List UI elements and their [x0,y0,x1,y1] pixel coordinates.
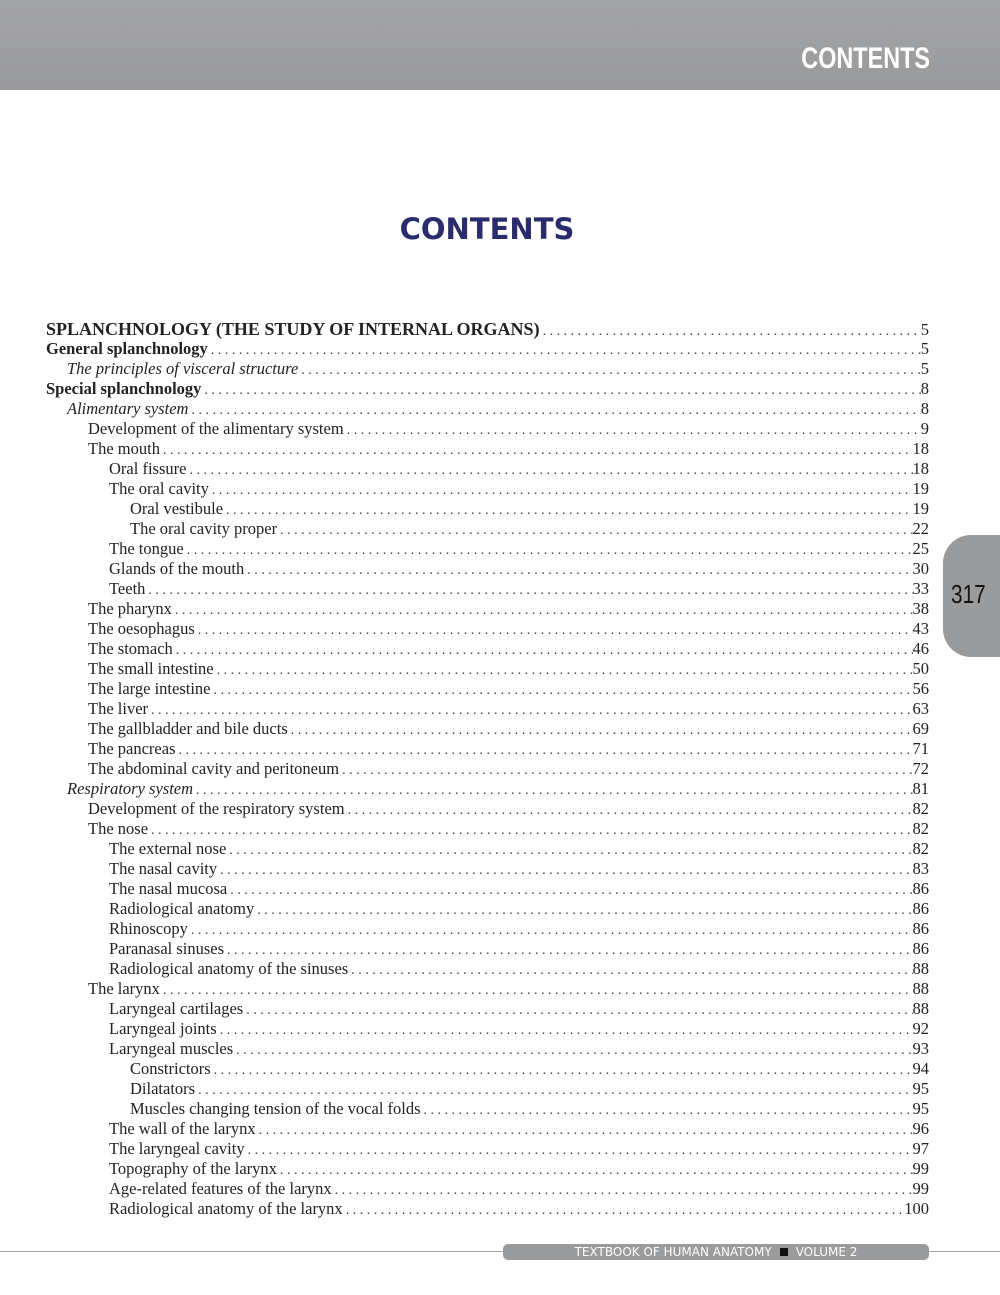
dot-leader [208,341,921,361]
toc-page-number: 8 [920,399,929,418]
dot-leader [243,1001,912,1021]
toc-entry-title: SPLANCHNOLOGY (THE STUDY OF INTERNAL ORGANS) [46,319,540,339]
dot-leader [176,741,913,761]
toc-entry-title: The gallbladder and bile ducts [88,719,288,738]
toc-entry [46,1139,929,1159]
toc-entry [46,579,929,599]
header-title: CONTENTS [801,42,930,75]
toc-entry-title: Alimentary system [67,399,189,418]
toc-entry [46,879,929,899]
toc-entry-title: The principles of visceral structure [67,359,299,378]
dot-leader [188,401,920,421]
toc-entry-title: Oral vestibule [130,499,224,518]
toc-entry-title: Age-related features of the larynx [109,1179,332,1198]
dot-leader [217,1021,913,1041]
toc-entry [46,339,929,359]
toc-page-number: 95 [912,1079,929,1098]
toc-page-number: 22 [912,519,929,538]
toc-page-number: 95 [912,1099,929,1118]
toc-entry [46,619,929,639]
toc-entry [46,839,929,859]
dot-leader [421,1101,913,1121]
footer-book-title: TEXTBOOK OF HUMAN ANATOMY [574,1245,772,1259]
toc-entry [46,1039,929,1059]
toc-entry-title: Special splanchnology [46,379,202,398]
toc-entry-title: Development of the alimentary system [88,419,344,438]
page-number: 317 [951,579,986,609]
toc-entry [46,899,929,919]
toc-entry-title: Rhinoscopy [109,919,188,938]
toc-page-number: 38 [912,599,929,618]
toc-entry [46,419,929,439]
toc-page-number: 5 [920,339,929,358]
toc-entry-title: Laryngeal joints [109,1019,217,1038]
toc-entry [46,919,929,939]
toc-page-number: 99 [912,1179,929,1198]
toc-page-number: 86 [912,919,929,938]
toc-entry [46,399,929,419]
toc-entry-title: The small intestine [88,659,214,678]
toc-entry [46,699,929,719]
dot-leader [148,701,912,721]
dot-leader [345,801,913,821]
toc-entry-title: The liver [88,699,149,718]
toc-entry-title: Respiratory system [67,779,194,798]
dot-leader [256,1121,913,1141]
toc-entry [46,559,929,579]
toc-entry [46,539,929,559]
toc-entry [46,759,929,779]
page-title: CONTENTS [399,212,575,246]
toc-page-number: 88 [912,959,929,978]
toc-page-number: 33 [912,579,929,598]
toc-entry-title: The larynx [88,979,160,998]
toc-page-number: 30 [912,559,929,578]
dot-leader [226,841,912,861]
toc-entry [46,499,929,519]
toc-page-number: 82 [912,839,929,858]
toc-entry [46,659,929,679]
dot-leader [211,1061,913,1081]
dot-leader [224,941,912,961]
toc-entry [46,1099,929,1119]
toc-page-number: 19 [912,499,929,518]
toc-entry-title: Paranasal sinuses [109,939,225,958]
toc-entry-title: Laryngeal cartilages [109,999,244,1018]
dot-leader [244,561,912,581]
toc-entry [46,979,929,999]
toc-page-number: 69 [912,719,929,738]
toc-page-number: 5 [920,359,929,378]
toc-entry-title: Glands of the mouth [109,559,245,578]
toc-entry-title: Muscles changing tension of the vocal folds [130,1099,421,1118]
toc-page-number: 18 [912,459,929,478]
toc-page-number: 18 [912,439,929,458]
toc-entry-title: The large intestine [88,679,211,698]
toc-entry-title: Oral fissure [109,459,187,478]
dot-leader [227,881,912,901]
toc-entry-title: Radiological anatomy of the larynx [109,1199,343,1218]
toc-page-number: 19 [912,479,929,498]
toc-entry-title: The nasal cavity [109,859,218,878]
dot-leader [195,621,913,641]
dot-leader [288,721,913,741]
toc-entry [46,739,929,759]
toc-page-number: 9 [920,419,929,438]
square-separator-icon [780,1248,788,1256]
dot-leader [211,681,913,701]
toc-page-number: 88 [912,999,929,1018]
dot-leader [348,961,912,981]
toc-entry-title: The tongue [109,539,184,558]
toc-page-number: 46 [912,639,929,658]
toc-page-number: 50 [912,659,929,678]
toc-entry-title: The nose [88,819,149,838]
dot-leader [277,1161,913,1181]
toc-page-number: 96 [912,1119,929,1138]
toc-page-number: 100 [904,1199,929,1218]
dot-leader [209,481,913,501]
dot-leader [184,541,913,561]
toc-page-number: 43 [912,619,929,638]
toc-entry [46,779,929,799]
dot-leader [172,601,913,621]
dot-leader [217,861,912,881]
toc-page-number: 86 [912,879,929,898]
footer-band [503,1244,929,1260]
dot-leader [540,322,921,342]
footer-volume: VOLUME 2 [795,1245,858,1259]
dot-leader [339,761,912,781]
toc-entry [46,439,929,459]
dot-leader [343,1201,905,1221]
toc-entry-title: The nasal mucosa [109,879,228,898]
dot-leader [223,501,912,521]
toc-entry [46,1199,929,1219]
toc-entry-title: General splanchnology [46,339,208,358]
page-header-band [0,0,1000,90]
toc-entry-title: The mouth [88,439,160,458]
toc-entry-title: The laryngeal cavity [109,1139,245,1158]
toc-entry [46,959,929,979]
toc-entry-title: Laryngeal muscles [109,1039,234,1058]
table-of-contents [46,319,929,1219]
dot-leader [188,921,913,941]
dot-leader [186,461,912,481]
toc-page-number: 88 [912,979,929,998]
toc-entry [46,999,929,1019]
toc-page-number: 92 [912,1019,929,1038]
toc-entry [46,459,929,479]
dot-leader [245,1141,913,1161]
toc-page-number: 56 [912,679,929,698]
toc-page-number: 82 [912,799,929,818]
toc-entry-title: Radiological anatomy [109,899,255,918]
dot-leader [254,901,912,921]
toc-entry [46,1179,929,1199]
toc-entry [46,519,929,539]
toc-entry-title: The stomach [88,639,173,658]
toc-entry-title: The pharynx [88,599,172,618]
toc-entry-title: The abdominal cavity and peritoneum [88,759,340,778]
toc-entry-title: The oral cavity proper [130,519,278,538]
toc-entry [46,1079,929,1099]
toc-entry [46,1159,929,1179]
dot-leader [148,821,912,841]
toc-entry-title: The oesophagus [88,619,195,638]
toc-entry-title: Dilatators [130,1079,196,1098]
toc-page-number: 93 [912,1039,929,1058]
toc-entry-title: Topography of the larynx [109,1159,277,1178]
dot-leader [201,381,920,401]
dot-leader [160,981,913,1001]
toc-entry [46,1059,929,1079]
toc-entry [46,939,929,959]
toc-entry [46,639,929,659]
toc-page-number: 86 [912,939,929,958]
toc-entry [46,859,929,879]
toc-entry-title: Teeth [109,579,146,598]
toc-entry-title: The external nose [109,839,227,858]
toc-page-number: 82 [912,819,929,838]
toc-page-number: 94 [912,1059,929,1078]
toc-entry [46,719,929,739]
toc-entry [46,679,929,699]
toc-page-number: 86 [912,899,929,918]
toc-entry [46,799,929,819]
toc-page-number: 25 [912,539,929,558]
dot-leader [195,1081,912,1101]
toc-page-number: 97 [912,1139,929,1158]
toc-page-number: 72 [912,759,929,778]
toc-entry-title: Constrictors [130,1059,211,1078]
dot-leader [145,581,912,601]
toc-entry-title: Development of the respiratory system [88,799,345,818]
dot-leader [214,661,913,681]
toc-entry-title: The pancreas [88,739,176,758]
dot-leader [193,781,912,801]
toc-page-number: 99 [912,1159,929,1178]
toc-entry [46,599,929,619]
toc-entry-title: Radiological anatomy of the sinuses [109,959,349,978]
toc-page-number: 63 [912,699,929,718]
toc-entry [46,379,929,399]
toc-page-number: 8 [920,379,929,398]
dot-leader [344,421,921,441]
toc-entry [46,819,929,839]
toc-page-number: 83 [912,859,929,878]
toc-entry [46,319,929,339]
page-number-tab [943,535,1000,657]
toc-page-number: 5 [920,320,929,339]
toc-entry [46,1119,929,1139]
toc-entry-title: The wall of the larynx [109,1119,256,1138]
dot-leader [233,1041,912,1061]
dot-leader [332,1181,913,1201]
dot-leader [298,361,920,381]
toc-entry-title: The oral cavity [109,479,209,498]
toc-entry [46,1019,929,1039]
dot-leader [173,641,913,661]
toc-page-number: 81 [912,779,929,798]
toc-entry [46,359,929,379]
toc-entry [46,479,929,499]
dot-leader [160,441,913,461]
toc-page-number: 71 [912,739,929,758]
dot-leader [277,521,912,541]
